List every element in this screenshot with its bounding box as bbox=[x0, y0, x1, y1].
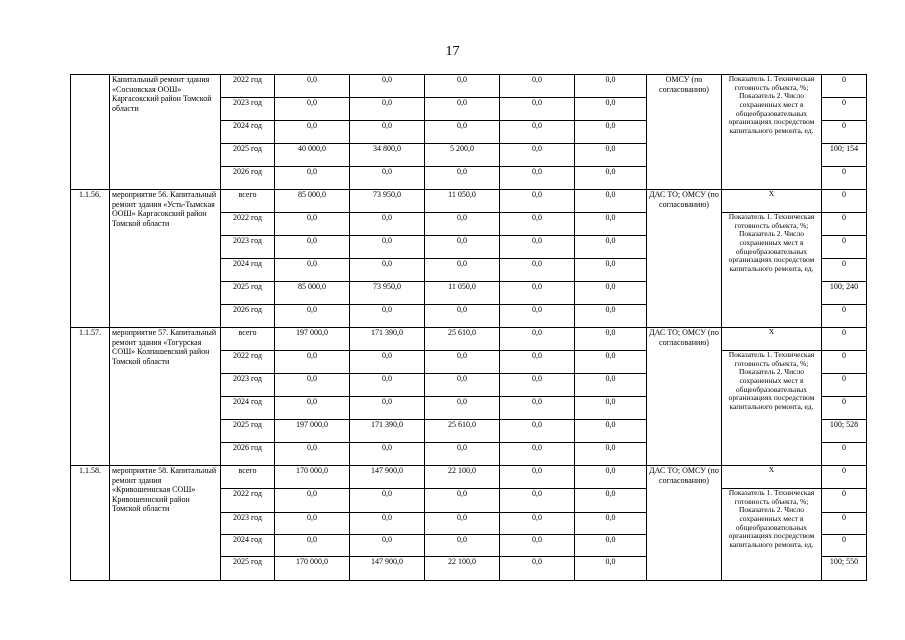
amount-cell: 0,0 bbox=[575, 397, 647, 420]
amount-cell: 0,0 bbox=[575, 466, 647, 489]
indicator-2-label: Показатель 2. Число сохраненных мест в общеобразовательных организациях посредством капитального ремонта, ед. bbox=[728, 505, 815, 549]
amount-cell: 0,0 bbox=[500, 513, 575, 535]
amount-cell: 0,0 bbox=[275, 489, 350, 513]
amount-cell: 5 200,0 bbox=[425, 144, 500, 167]
amount-cell: 170 000,0 bbox=[275, 557, 350, 581]
indicator-total: X bbox=[722, 190, 822, 213]
amount-cell: 0,0 bbox=[500, 489, 575, 513]
amount-cell: 25 610,0 bbox=[425, 420, 500, 443]
period-cell: 2025 год bbox=[221, 420, 275, 443]
indicator-value: 100; 240 bbox=[822, 282, 867, 305]
measure-code bbox=[71, 75, 110, 190]
amount-cell: 0,0 bbox=[575, 121, 647, 144]
amount-cell: 0,0 bbox=[275, 121, 350, 144]
amount-cell: 0,0 bbox=[425, 213, 500, 236]
amount-cell: 0,0 bbox=[350, 236, 425, 259]
amount-cell: 171 390,0 bbox=[350, 328, 425, 351]
amount-cell: 0,0 bbox=[575, 374, 647, 397]
period-cell: 2022 год bbox=[221, 213, 275, 236]
amount-cell: 0,0 bbox=[500, 236, 575, 259]
amount-cell: 0,0 bbox=[500, 351, 575, 374]
indicator-total: X bbox=[722, 328, 822, 351]
indicator-2-label: Показатель 2. Число сохраненных мест в общеобразовательных организациях посредством капитального ремонта, ед. bbox=[728, 367, 815, 411]
amount-cell: 0,0 bbox=[350, 513, 425, 535]
period-cell: 2024 год bbox=[221, 397, 275, 420]
amount-cell: 170 000,0 bbox=[275, 466, 350, 489]
amount-cell: 0,0 bbox=[350, 489, 425, 513]
amount-cell: 171 390,0 bbox=[350, 420, 425, 443]
amount-cell: 0,0 bbox=[350, 397, 425, 420]
indicator-value: 0 bbox=[822, 190, 867, 213]
amount-cell: 73 950,0 bbox=[350, 190, 425, 213]
amount-cell: 0,0 bbox=[275, 374, 350, 397]
table-row bbox=[71, 75, 867, 98]
indicator-value: 0 bbox=[822, 213, 867, 236]
amount-cell: 0,0 bbox=[500, 213, 575, 236]
amount-cell: 34 800,0 bbox=[350, 144, 425, 167]
measure-name: мероприятие 58. Капитальный ремонт здания «Кривошеинская СОШ» Кривошеинский район Томской области bbox=[110, 466, 221, 581]
amount-cell: 73 950,0 bbox=[350, 282, 425, 305]
indicator-2-label: Показатель 2. Число сохраненных мест в общеобразовательных организациях посредством капитального ремонта, ед. bbox=[728, 229, 815, 273]
period-cell: 2026 год bbox=[221, 443, 275, 466]
amount-cell: 0,0 bbox=[350, 213, 425, 236]
amount-cell: 0,0 bbox=[575, 535, 647, 557]
amount-cell: 0,0 bbox=[350, 259, 425, 282]
amount-cell: 0,0 bbox=[575, 351, 647, 374]
amount-cell: 11 050,0 bbox=[425, 282, 500, 305]
indicator-value: 100; 550 bbox=[822, 557, 867, 581]
indicator-names bbox=[722, 351, 822, 466]
amount-cell: 0,0 bbox=[350, 75, 425, 98]
amount-cell: 0,0 bbox=[350, 351, 425, 374]
amount-cell: 0,0 bbox=[500, 144, 575, 167]
period-cell: 2024 год bbox=[221, 121, 275, 144]
amount-cell: 0,0 bbox=[575, 305, 647, 328]
amount-cell: 85 000,0 bbox=[275, 190, 350, 213]
amount-cell: 0,0 bbox=[500, 305, 575, 328]
indicator-names bbox=[722, 75, 822, 190]
indicator-value: 0 bbox=[822, 328, 867, 351]
amount-cell: 0,0 bbox=[425, 443, 500, 466]
measure-code: 1.1.57. bbox=[71, 328, 110, 466]
amount-cell: 0,0 bbox=[500, 282, 575, 305]
amount-cell: 0,0 bbox=[425, 121, 500, 144]
amount-cell: 147 900,0 bbox=[350, 557, 425, 581]
amount-cell: 0,0 bbox=[275, 259, 350, 282]
amount-cell: 0,0 bbox=[425, 397, 500, 420]
indicator-value: 0 bbox=[822, 259, 867, 282]
period-cell: всего bbox=[221, 190, 275, 213]
period-cell: 2023 год bbox=[221, 513, 275, 535]
period-cell: всего bbox=[221, 466, 275, 489]
measure-code: 1.1.56. bbox=[71, 190, 110, 328]
amount-cell: 0,0 bbox=[575, 557, 647, 581]
amount-cell: 0,0 bbox=[500, 167, 575, 190]
amount-cell: 0,0 bbox=[575, 443, 647, 466]
indicator-1-label: Показатель 1. Техническая готовность объекта, %; bbox=[728, 74, 815, 92]
period-cell: 2022 год bbox=[221, 489, 275, 513]
amount-cell: 0,0 bbox=[425, 513, 500, 535]
indicator-value: 0 bbox=[822, 489, 867, 513]
amount-cell: 0,0 bbox=[500, 190, 575, 213]
table-row bbox=[71, 190, 867, 213]
amount-cell: 0,0 bbox=[575, 328, 647, 351]
amount-cell: 0,0 bbox=[575, 98, 647, 121]
indicator-value: 0 bbox=[822, 443, 867, 466]
period-cell: 2025 год bbox=[221, 557, 275, 581]
responsible-cell: ДАС ТО; ОМСУ (по согласованию) bbox=[647, 328, 722, 466]
amount-cell: 0,0 bbox=[575, 489, 647, 513]
program-table bbox=[70, 74, 867, 581]
period-cell: всего bbox=[221, 328, 275, 351]
amount-cell: 0,0 bbox=[500, 443, 575, 466]
amount-cell: 0,0 bbox=[500, 75, 575, 98]
amount-cell: 0,0 bbox=[350, 535, 425, 557]
amount-cell: 0,0 bbox=[350, 98, 425, 121]
amount-cell: 0,0 bbox=[425, 305, 500, 328]
amount-cell: 197 000,0 bbox=[275, 420, 350, 443]
amount-cell: 197 000,0 bbox=[275, 328, 350, 351]
amount-cell: 0,0 bbox=[275, 98, 350, 121]
amount-cell: 0,0 bbox=[500, 557, 575, 581]
amount-cell: 0,0 bbox=[275, 213, 350, 236]
amount-cell: 0,0 bbox=[575, 420, 647, 443]
amount-cell: 0,0 bbox=[275, 305, 350, 328]
amount-cell: 85 000,0 bbox=[275, 282, 350, 305]
indicator-1-label: Показатель 1. Техническая готовность объекта, %; bbox=[728, 212, 815, 230]
period-cell: 2024 год bbox=[221, 259, 275, 282]
measure-name: мероприятие 56. Капитальный ремонт здания «Усть-Тымская ООШ» Каргасокский район Томской области bbox=[110, 190, 221, 328]
amount-cell: 0,0 bbox=[575, 144, 647, 167]
amount-cell: 22 100,0 bbox=[425, 466, 500, 489]
measure-name: Капитальный ремонт здания «Сосновская ООШ» Каргасокский район Томской области bbox=[110, 75, 221, 190]
amount-cell: 0,0 bbox=[425, 374, 500, 397]
amount-cell: 0,0 bbox=[500, 397, 575, 420]
indicator-names bbox=[722, 213, 822, 328]
amount-cell: 0,0 bbox=[500, 328, 575, 351]
amount-cell: 0,0 bbox=[425, 535, 500, 557]
amount-cell: 0,0 bbox=[275, 443, 350, 466]
amount-cell: 0,0 bbox=[425, 98, 500, 121]
amount-cell: 0,0 bbox=[275, 351, 350, 374]
amount-cell: 22 100,0 bbox=[425, 557, 500, 581]
amount-cell: 25 610,0 bbox=[425, 328, 500, 351]
amount-cell: 0,0 bbox=[275, 535, 350, 557]
amount-cell: 0,0 bbox=[425, 75, 500, 98]
amount-cell: 0,0 bbox=[350, 167, 425, 190]
responsible-cell: ОМСУ (по согласованию) bbox=[647, 75, 722, 190]
amount-cell: 0,0 bbox=[275, 513, 350, 535]
amount-cell: 11 050,0 bbox=[425, 190, 500, 213]
indicator-value: 0 bbox=[822, 397, 867, 420]
indicator-value: 100; 154 bbox=[822, 144, 867, 167]
period-cell: 2025 год bbox=[221, 282, 275, 305]
period-cell: 2023 год bbox=[221, 98, 275, 121]
amount-cell: 0,0 bbox=[500, 121, 575, 144]
amount-cell: 0,0 bbox=[575, 190, 647, 213]
amount-cell: 0,0 bbox=[425, 351, 500, 374]
period-cell: 2023 год bbox=[221, 374, 275, 397]
amount-cell: 0,0 bbox=[500, 535, 575, 557]
amount-cell: 0,0 bbox=[275, 167, 350, 190]
amount-cell: 40 000,0 bbox=[275, 144, 350, 167]
indicator-value: 0 bbox=[822, 466, 867, 489]
amount-cell: 0,0 bbox=[500, 98, 575, 121]
amount-cell: 0,0 bbox=[350, 374, 425, 397]
amount-cell: 0,0 bbox=[350, 121, 425, 144]
amount-cell: 0,0 bbox=[575, 75, 647, 98]
amount-cell: 0,0 bbox=[500, 259, 575, 282]
indicator-value: 0 bbox=[822, 167, 867, 190]
amount-cell: 0,0 bbox=[425, 489, 500, 513]
amount-cell: 0,0 bbox=[350, 305, 425, 328]
indicator-value: 0 bbox=[822, 351, 867, 374]
period-cell: 2024 год bbox=[221, 535, 275, 557]
indicator-names bbox=[722, 489, 822, 581]
indicator-1-label: Показатель 1. Техническая готовность объекта, %; bbox=[728, 350, 815, 368]
measure-code: 1.1.58. bbox=[71, 466, 110, 581]
indicator-value: 0 bbox=[822, 75, 867, 98]
amount-cell: 0,0 bbox=[575, 213, 647, 236]
amount-cell: 0,0 bbox=[425, 167, 500, 190]
indicator-value: 0 bbox=[822, 98, 867, 121]
amount-cell: 147 900,0 bbox=[350, 466, 425, 489]
indicator-value: 0 bbox=[822, 305, 867, 328]
amount-cell: 0,0 bbox=[275, 75, 350, 98]
table-row bbox=[71, 328, 867, 351]
indicator-value: 0 bbox=[822, 374, 867, 397]
table-row bbox=[71, 466, 867, 489]
indicator-value: 0 bbox=[822, 236, 867, 259]
amount-cell: 0,0 bbox=[275, 397, 350, 420]
amount-cell: 0,0 bbox=[575, 236, 647, 259]
responsible-cell: ДАС ТО; ОМСУ (по согласованию) bbox=[647, 190, 722, 328]
indicator-2-label: Показатель 2. Число сохраненных мест в общеобразовательных организациях посредством капитального ремонта, ед. bbox=[728, 91, 815, 135]
period-cell: 2022 год bbox=[221, 75, 275, 98]
amount-cell: 0,0 bbox=[500, 466, 575, 489]
amount-cell: 0,0 bbox=[575, 167, 647, 190]
responsible-cell: ДАС ТО; ОМСУ (по согласованию) bbox=[647, 466, 722, 581]
period-cell: 2023 год bbox=[221, 236, 275, 259]
period-cell: 2026 год bbox=[221, 305, 275, 328]
amount-cell: 0,0 bbox=[575, 513, 647, 535]
amount-cell: 0,0 bbox=[425, 236, 500, 259]
indicator-value: 0 bbox=[822, 535, 867, 557]
period-cell: 2026 год bbox=[221, 167, 275, 190]
amount-cell: 0,0 bbox=[275, 236, 350, 259]
indicator-value: 0 bbox=[822, 121, 867, 144]
amount-cell: 0,0 bbox=[500, 420, 575, 443]
period-cell: 2022 год bbox=[221, 351, 275, 374]
amount-cell: 0,0 bbox=[425, 259, 500, 282]
indicator-1-label: Показатель 1. Техническая готовность объекта, %; bbox=[728, 488, 815, 506]
period-cell: 2025 год bbox=[221, 144, 275, 167]
amount-cell: 0,0 bbox=[350, 443, 425, 466]
amount-cell: 0,0 bbox=[575, 259, 647, 282]
amount-cell: 0,0 bbox=[575, 282, 647, 305]
indicator-total: X bbox=[722, 466, 822, 489]
amount-cell: 0,0 bbox=[500, 374, 575, 397]
page-number: 17 bbox=[445, 44, 460, 59]
indicator-value: 100; 528 bbox=[822, 420, 867, 443]
indicator-value: 0 bbox=[822, 513, 867, 535]
measure-name: мероприятие 57. Капитальный ремонт здания «Тогурская СОШ» Колпашевский район Томской области bbox=[110, 328, 221, 466]
